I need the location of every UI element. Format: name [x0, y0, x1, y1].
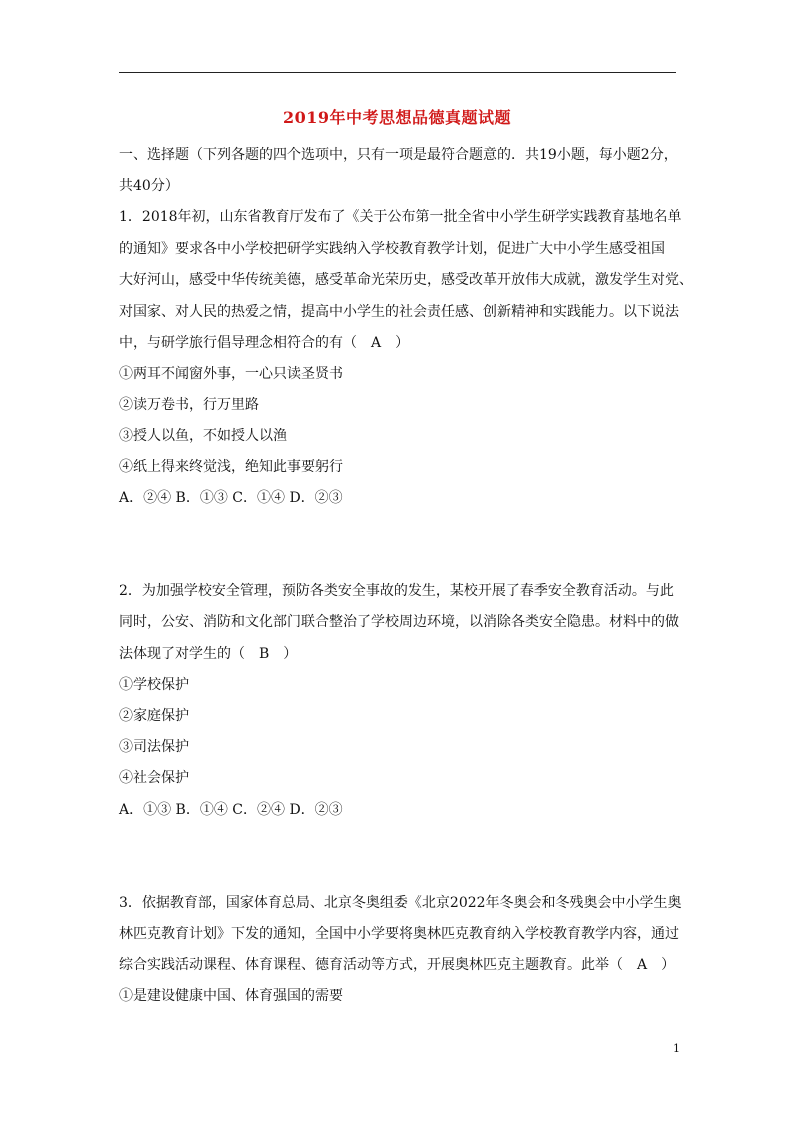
question-2-stem-line: 2．为加强学校安全管理，预防各类安全事故的发生，某校开展了春季安全教育活动。与此	[119, 583, 674, 599]
document-title: 2019年中考思想品德真题试题	[282, 108, 512, 127]
header-rule	[119, 72, 676, 73]
section-header-line: 一、选择题（下列各题的四个选项中，只有一项是最符合题意的．共19小题，每小题2分，	[119, 147, 678, 163]
question-1-stem-line: 对国家、对人民的热爱之情，提高中小学生的社会责任感、创新精神和实践能力。以下说法	[119, 304, 679, 320]
question-3-stem-line: 综合实践活动课程、体育课程、德育活动等方式，开展奥林匹克主题教育。此举（ A ）	[119, 957, 676, 973]
question-1-stem-line: 大好河山，感受中华传统美德，感受革命光荣历史，感受改革开放伟大成就，激发学生对党、	[119, 272, 693, 288]
question-2-option: ①学校保护	[119, 677, 189, 693]
question-1-option: ①两耳不闻窗外事，一心只读圣贤书	[119, 366, 343, 382]
question-1-stem-line: 1．2018年初，山东省教育厅发布了《关于公布第一批全省中小学生研学实践教育基地名单	[119, 209, 682, 225]
question-1-option: ③授人以鱼，不如授人以渔	[119, 428, 287, 444]
question-3-option: ①是建设健康中国、体育强国的需要	[119, 988, 343, 1004]
question-1-stem-line: 中，与研学旅行倡导理念相符合的有（ A ）	[119, 335, 410, 351]
question-3-stem-line: 林匹克教育计划》下发的通知，全国中小学要将奥林匹克教育纳入学校教育教学内容，通过	[119, 926, 679, 942]
question-1-choices: A．②④ B．①③ C．①④ D．②③	[119, 490, 343, 506]
section-header-line: 共40分）	[119, 178, 179, 194]
question-2-option: ②家庭保护	[119, 708, 189, 724]
page-number: 1	[673, 1042, 680, 1055]
question-2-choices: A．①③ B．①④ C．②④ D．②③	[119, 802, 343, 818]
question-3-stem-line: 3．依据教育部，国家体育总局、北京冬奥组委《北京2022年冬奥会和冬残奥会中小学生奥	[119, 895, 682, 911]
question-2-option: ④社会保护	[119, 770, 189, 786]
question-2-option: ③司法保护	[119, 739, 189, 755]
question-1-stem-line: 的通知》要求各中小学校把研学实践纳入学校教育教学计划，促进广大中小学生感受祖国	[119, 241, 665, 257]
question-2-stem-line: 同时，公安、消防和文化部门联合整治了学校周边环境，以消除各类安全隐患。材料中的做	[119, 614, 679, 630]
question-1-option: ②读万卷书，行万里路	[119, 397, 259, 413]
question-2-stem-line: 法体现了对学生的（ B ）	[119, 646, 298, 662]
question-1-option: ④纸上得来终觉浅，绝知此事要躬行	[119, 459, 343, 475]
